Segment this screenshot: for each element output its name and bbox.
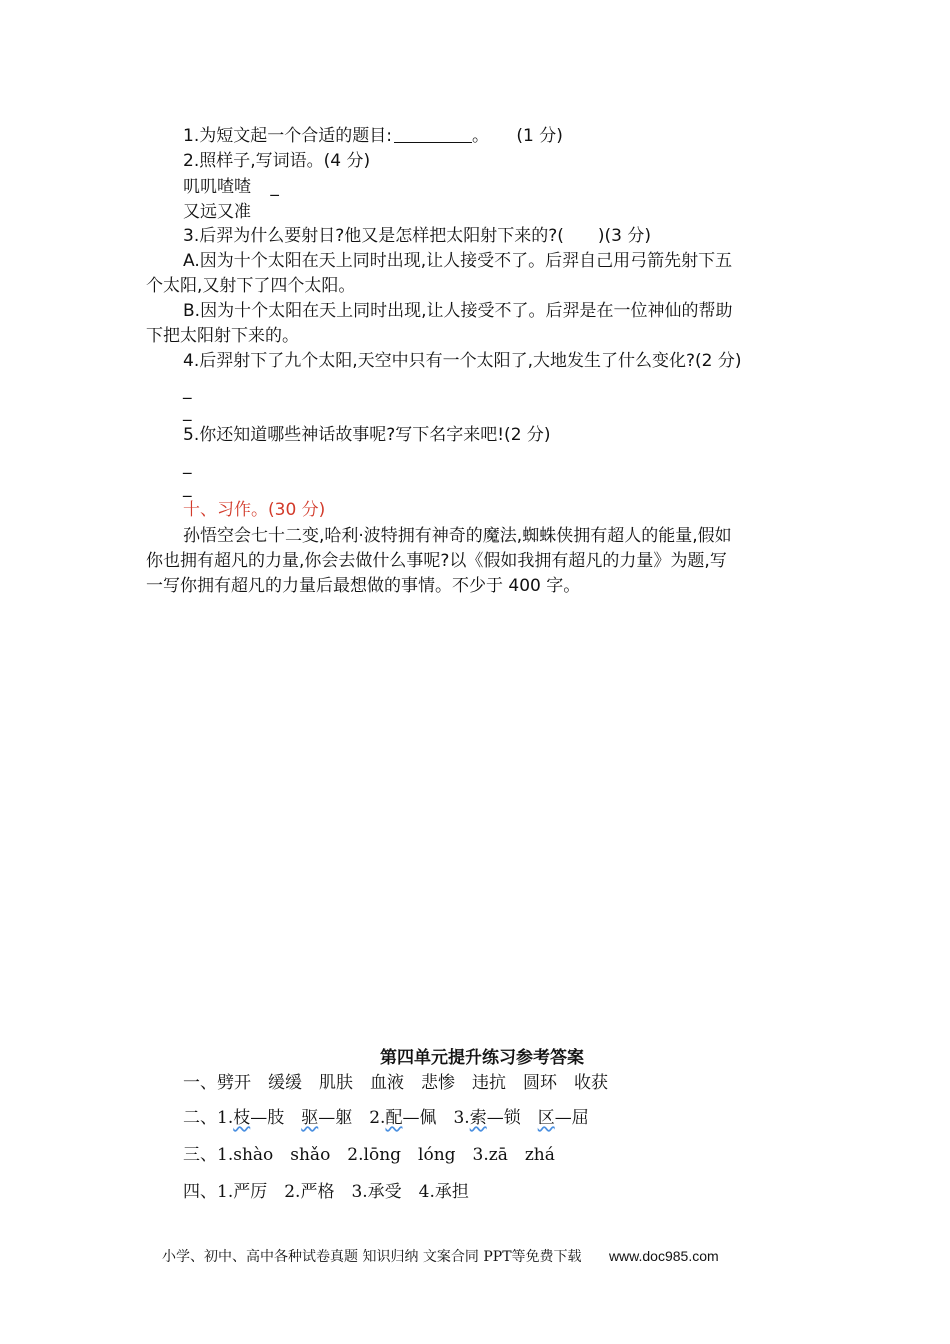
- underlined-char: 枝: [233, 1108, 251, 1128]
- underlined-char: 驱: [301, 1108, 319, 1128]
- answer-blank[interactable]: _: [270, 177, 279, 197]
- answer-blank[interactable]: _: [183, 455, 192, 475]
- answer-line-1: 一、劈开 缓缓 肌肤 血液 悲惨 违抗 圆环 收获: [183, 1073, 608, 1093]
- answer-line-2: 二、1.枝—肢 驱—躯 2.配—佩 3.索—锁 区—屈: [183, 1108, 589, 1128]
- answer-key-title: 第四单元提升练习参考答案: [380, 1048, 584, 1068]
- underlined-char: 区: [537, 1108, 555, 1128]
- answer-blank[interactable]: _: [183, 478, 192, 498]
- answer-blank[interactable]: _: [183, 380, 192, 400]
- example-word-1: 叽叽喳喳 _: [183, 177, 279, 197]
- answer-line-3: 三、1.shào shǎo 2.lōng lóng 3.zā zhá: [183, 1145, 555, 1165]
- underlined-char: 索: [469, 1108, 487, 1128]
- footer-link[interactable]: www.doc985.com: [608, 1248, 719, 1264]
- page-footer: [162, 1246, 719, 1266]
- question-3: 3.后羿为什么要射日?他又是怎样把太阳射下来的?( )(3 分): [183, 226, 652, 246]
- essay-prompt-line-2: 你也拥有超凡的力量,你会去做什么事呢?以《假如我拥有超凡的力量》为题,写: [146, 551, 727, 571]
- underlined-char: 配: [385, 1108, 403, 1128]
- question-2: 2.照样子,写词语。(4 分): [183, 151, 371, 171]
- essay-prompt-line-1: 孙悟空会七十二变,哈利·波特拥有神奇的魔法,蜘蛛侠拥有超人的能量,假如: [183, 526, 732, 546]
- option-a-line-1: A.因为十个太阳在天上同时出现,让人接受不了。后羿自己用弓箭先射下五: [183, 251, 733, 271]
- option-b-line-1: B.因为十个太阳在天上同时出现,让人接受不了。后羿是在一位神仙的帮助: [183, 301, 733, 321]
- footer-text: 小学、初中、高中各种试卷真题 知识归纳 文案合同 PPT等免费下载: [162, 1249, 582, 1265]
- answer-blank[interactable]: _: [183, 402, 192, 422]
- answer-blank[interactable]: [394, 126, 472, 143]
- question-1: 1.为短文起一个合适的题目: 。 (1 分): [183, 126, 563, 146]
- option-a-line-2: 个太阳,又射下了四个太阳。: [146, 276, 356, 296]
- score-label: (1 分): [516, 126, 563, 146]
- answer-line-4: 四、1.严厉 2.严格 3.承受 4.承担: [183, 1182, 469, 1202]
- question-4: 4.后羿射下了九个太阳,天空中只有一个太阳了,大地发生了什么变化?(2 分): [183, 351, 742, 371]
- section-heading: 十、习作。(30 分): [183, 500, 326, 520]
- essay-prompt-line-3: 一写你拥有超凡的力量后最想做的事情。不少于 400 字。: [146, 576, 581, 596]
- question-5: 5.你还知道哪些神话故事呢?写下名字来吧!(2 分): [183, 425, 551, 445]
- question-1-text: 1.为短文起一个合适的题目:: [183, 126, 392, 146]
- example-word-2: 又远又准: [183, 202, 251, 222]
- option-b-line-2: 下把太阳射下来的。: [146, 326, 299, 346]
